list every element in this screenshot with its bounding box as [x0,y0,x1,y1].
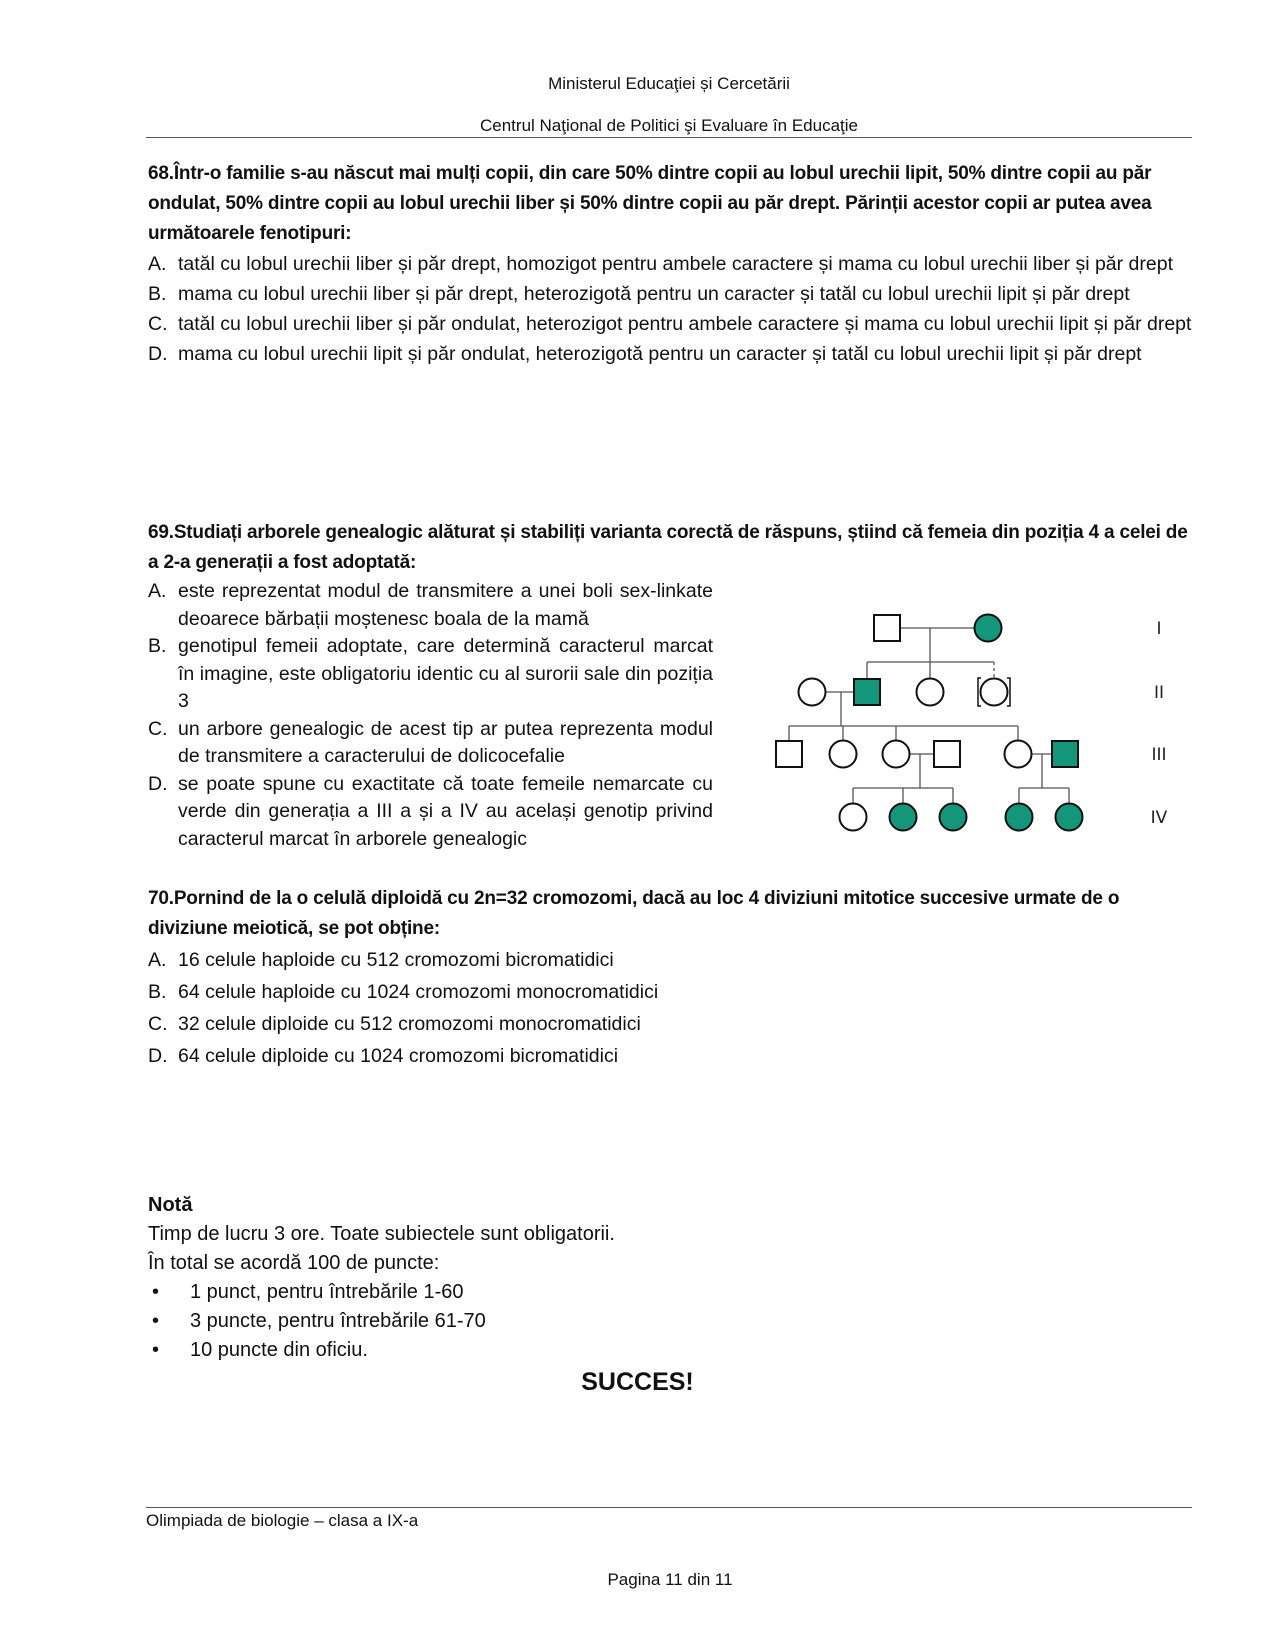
female-affected-symbol [890,804,917,831]
note-bullet: • 10 puncte din oficiu. [148,1336,1194,1365]
male-affected-symbol [1052,741,1078,767]
generation-label-ii: II [1153,683,1165,703]
female-unaffected-symbol [830,741,857,768]
female-affected-symbol [940,804,967,831]
question-70 [148,884,1194,1072]
female-unaffected-symbol [917,679,944,706]
generation-label-i: I [1156,619,1162,639]
closing-message: SUCCES! [581,1368,694,1396]
male-affected-symbol [854,679,880,705]
female-unaffected-symbol [799,679,826,706]
female-unaffected-symbol [840,804,867,831]
footer-rule [146,1507,1192,1508]
bullet-icon: • [152,1310,160,1332]
female-adopted-symbol [981,679,1008,706]
page-number: Pagina 11 din 11 [607,1570,733,1589]
question-title: 69.Studiați arborele genealogic alăturat și stabiliți varianta corectă de răspuns, știind că femeia din poziția 4 a celei de a 2-a generații a fost adoptată: [148,522,1188,573]
option-a: A. este reprezentat modul de transmitere a unei boli sex-linkate deoarece bărbații moștenesc boala de la mamă [148,580,713,630]
option-a: A. tatăl cu lobul urechii liber și păr drept, homozigot pentru ambele caractere și mama cu lobul urechii liber și păr drept [148,253,1173,275]
female-unaffected-symbol [883,741,910,768]
male-unaffected-symbol [776,741,802,767]
question-title: 70.Pornind de la o celulă diploidă cu 2n=32 cromozomi, dacă au loc 4 diviziuni mitotice succesive urmate de o diviziune meiotică, se pot obține: [148,888,1120,939]
option-b: B. 64 celule haploide cu 1024 cromozomi monocromatidici [148,981,659,1003]
note-section [148,1191,1194,1365]
header-center: Centrul Naţional de Politici şi Evaluare în Educaţie [480,116,858,135]
option-c: C. tatăl cu lobul urechii liber și păr ondulat, heterozigot pentru ambele caractere și mama cu lobul urechii lipit și păr drept [148,313,1192,335]
generation-label-iii: III [1151,745,1167,765]
option-a: A. 16 celule haploide cu 512 cromozomi bicromatidici [148,949,614,971]
note-title: Notă [148,1194,193,1216]
female-affected-symbol [975,615,1002,642]
bullet-icon: • [152,1339,160,1361]
generation-label-iv: IV [1150,808,1168,828]
note-bullet: • 3 puncte, pentru întrebările 61-70 [148,1307,1194,1336]
option-d: D. mama cu lobul urechii lipit și păr ondulat, heterozigotă pentru un caracter și tatăl cu lobul urechii lipit și păr drept [148,343,1142,365]
bullet-icon: • [152,1281,160,1303]
option-c: C. 32 celule diploide cu 512 cromozomi monocromatidici [148,1013,641,1035]
pedigree-lines [789,628,1069,803]
option-b: B. genotipul femeii adoptate, care determină caracterul marcat în imagine, este obligatoriu identic cu al surorii sale din poziția 3 [148,635,713,712]
note-bullet: • 1 punct, pentru întrebările 1-60 [148,1278,1194,1307]
footer-title: Olimpiada de biologie – clasa a IX-a [146,1511,419,1530]
header-ministry: Ministerul Educaţiei și Cercetării [548,74,790,93]
male-unaffected-symbol [934,741,960,767]
question-title: 68.Într-o familie s-au născut mai mulți copii, din care 50% dintre copii au lobul urechii lipit, 50% dintre copii au păr ondulat, 50% dintre copii au lobul urechii liber și 50% dintre copii au păr drept. Părinții acestor copii ar putea avea următoarele fenotipuri: [148,163,1152,244]
male-unaffected-symbol [874,615,900,641]
female-unaffected-symbol [1005,741,1032,768]
note-total: În total se acordă 100 de puncte: [148,1252,440,1274]
female-affected-symbol [1006,804,1033,831]
female-affected-symbol [1056,804,1083,831]
option-c: C. un arbore genealogic de acest tip ar putea reprezenta modul de transmitere a caracterului de dolicocefalie [148,717,713,767]
option-d: D. 64 celule diploide cu 1024 cromozomi bicromatidici [148,1045,619,1067]
note-time: Timp de lucru 3 ore. Toate subiectele sunt obligatorii. [148,1223,615,1245]
option-d: D. se poate spune cu exactitate că toate femeile nemarcate cu verde din generația a III a și a IV au același genotip privind caracterul marcat în arborele genealogic [148,772,713,850]
option-b: B. mama cu lobul urechii liber și păr drept, heterozigotă pentru un caracter și tatăl cu lobul urechii lipit și păr drept [148,283,1130,305]
